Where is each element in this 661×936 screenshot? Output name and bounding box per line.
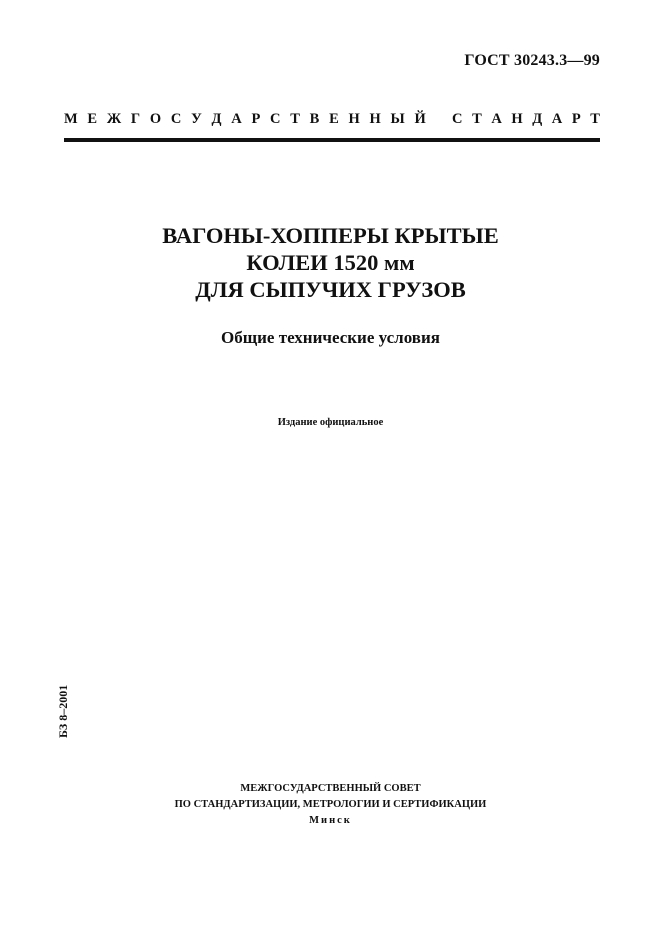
publisher-city: Минск	[309, 815, 352, 826]
publisher-block	[0, 781, 661, 829]
standard-type-header	[64, 111, 600, 128]
header-word-standard: С Т А Н Д А Р Т	[452, 111, 600, 127]
side-print-code: БЗ 8–2001	[56, 684, 70, 738]
title-line: ВАГОНЫ-ХОППЕРЫ КРЫТЫЕ	[162, 223, 499, 248]
publisher-line: МЕЖГОСУДАРСТВЕННЫЙ СОВЕТ	[240, 783, 421, 794]
title-line: КОЛЕИ 1520 мм	[246, 250, 415, 275]
header-word-interstate: М Е Ж Г О С У Д А Р С Т В Е Н Н Ы Й	[64, 111, 426, 127]
header-rule	[64, 138, 600, 142]
standard-number: ГОСТ 30243.3—99	[464, 52, 600, 69]
document-subtitle: Общие технические условия	[221, 328, 440, 347]
edition-note: Издание официальное	[277, 417, 384, 428]
publisher-line: ПО СТАНДАРТИЗАЦИИ, МЕТРОЛОГИИ И СЕРТИФИКАЦИИ	[174, 799, 487, 810]
title-line: ДЛЯ СЫПУЧИХ ГРУЗОВ	[195, 277, 466, 302]
document-title	[0, 222, 661, 303]
